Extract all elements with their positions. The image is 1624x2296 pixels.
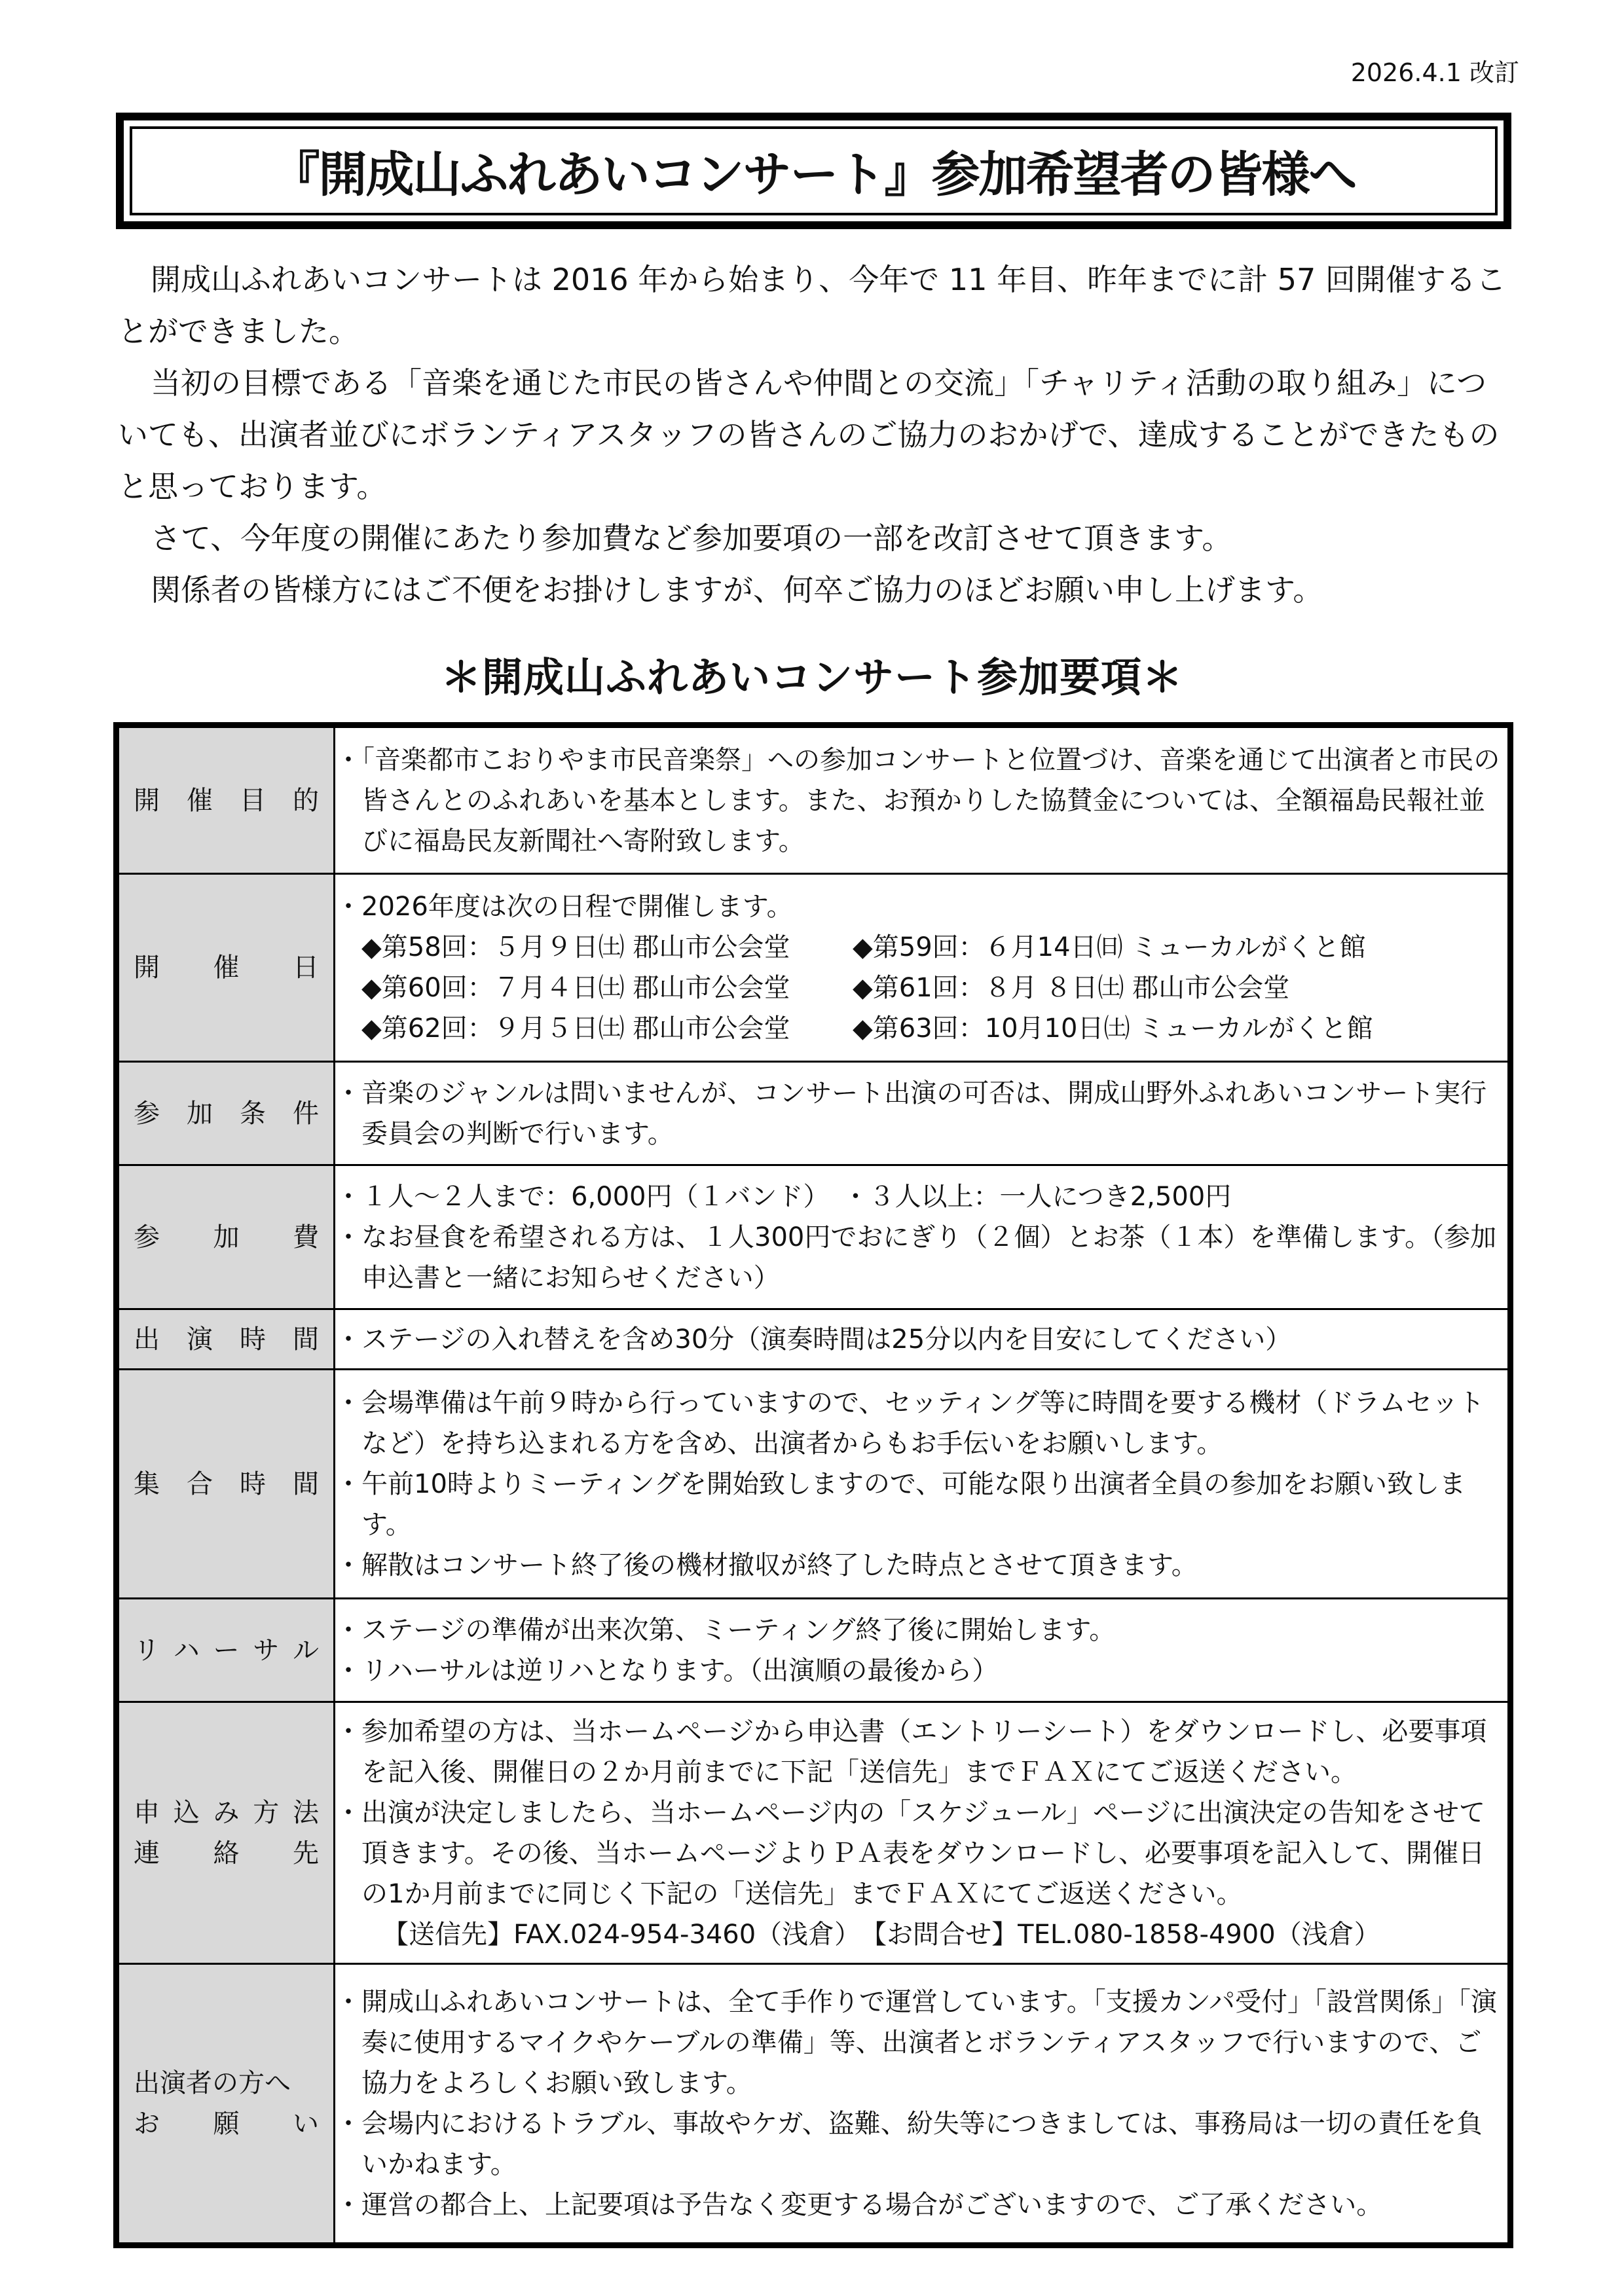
label-char: ル xyxy=(293,1635,319,1666)
label-char: 間 xyxy=(293,1468,319,1499)
label-char: 願 xyxy=(213,2109,240,2139)
list-item: ・開成山ふれあいコンサートは、全て手作りで運営しています。「支援カンパ受付」「設営関係」「演奏に使用するマイクやケーブルの準備」等、出演者とボランティアスタッフで行いますので、ご協力をよろしくお願い致します。 xyxy=(335,1987,1497,2098)
label-char: 時 xyxy=(240,1324,266,1355)
label-char: 合 xyxy=(187,1468,213,1499)
label-char: 催 xyxy=(187,785,213,816)
list-item: ・運営の都合上、上記要項は予告なく変更する場合がございますので、ご了承ください。 xyxy=(335,2190,1383,2220)
list-item: ・なお昼食を希望される方は、１人300円でおにぎり（２個）とお茶（１本）を準備します。（参加申込書と一緒にお知らせください） xyxy=(335,1222,1497,1293)
list-item: ・出演が決定しましたら、当ホームページ内の「スケジュール」ページに出演決定の告知をさせて頂きます。その後、当ホームページよりＰＡ表をダウンロードし、必要事項を記入して、開催日の1か月前までに同じく下記の「送信先」までＦＡＸにてご返送ください。 xyxy=(335,1797,1485,1909)
revision-date: 2026.4.1 改訂 xyxy=(1350,58,1519,87)
label-char: 条 xyxy=(240,1098,266,1129)
row-body-performance-time xyxy=(335,1309,1511,1370)
label-char: 出 xyxy=(134,1324,160,1355)
schedule-entry: ◆第59回：６月14日㈰ ミューカルがくと館 xyxy=(853,932,1366,962)
label-char: 演 xyxy=(187,1324,213,1355)
table-row-performance-time xyxy=(117,1309,1511,1370)
label-char: 開 xyxy=(134,785,160,816)
table-row-assembly-time xyxy=(117,1370,1511,1599)
label-char: 開 xyxy=(134,953,160,983)
row-body-fee xyxy=(335,1165,1511,1309)
label-char: 参 xyxy=(134,1098,160,1129)
list-item: ・解散はコンサート終了後の機材撤収が終了した時点とさせて頂きます。 xyxy=(335,1550,1198,1580)
label-char: 先 xyxy=(293,1838,319,1868)
label-char: い xyxy=(293,2109,319,2139)
row-body-application xyxy=(335,1702,1511,1964)
list-item: ・会場準備は午前９時から行っていますので、セッティング等に時間を要する機材（ドラムセットなど）を持ち込まれる方を含め、出演者からもお手伝いをお願いします。 xyxy=(335,1387,1485,1459)
label-char: リ xyxy=(134,1635,160,1666)
table-row-application xyxy=(117,1702,1511,1964)
label-char: 方 xyxy=(253,1797,280,1828)
label-char: ー xyxy=(213,1635,240,1666)
section-title: ＊開成山ふれあいコンサート参加要項＊ xyxy=(440,653,1183,701)
intro-paragraph: 関係者の皆様方にはご不便をお掛けしますが、何卒ご協力のほどお願い申し上げます。 xyxy=(151,572,1323,608)
row-body-requests xyxy=(335,1964,1511,2246)
label-char: 日 xyxy=(293,953,319,983)
intro-paragraph: 開成山ふれあいコンサートは 2016 年から始まり、今年で 11 年目、昨年までに計 57 回開催することができました。 xyxy=(118,262,1506,349)
row-label-conditions xyxy=(117,1062,335,1165)
label-char: 的 xyxy=(293,785,319,816)
list-item: ・会場内におけるトラブル、事故やケガ、盗難、紛失等につきましては、事務局は一切の責任を負いかねます。 xyxy=(335,2109,1483,2179)
title-frame xyxy=(116,113,1511,229)
list-item: ・１人～２人まで：6,000円（１バンド） ・３人以上：一人につき2,500円 xyxy=(335,1181,1232,1212)
schedule-entry: ◆第61回：８月 ８日㈯ 郡山市公会堂 xyxy=(853,973,1290,1003)
row-body-rehearsal xyxy=(335,1599,1511,1702)
label-char: 集 xyxy=(134,1468,160,1499)
row-label-rehearsal xyxy=(117,1599,335,1702)
list-item: ・音楽のジャンルは問いませんが、コンサート出演の可否は、開成山野外ふれあいコンサート実行委員会の判断で行います。 xyxy=(335,1078,1487,1149)
list-item: ・ステージの準備が出来次第、ミーティング終了後に開始します。 xyxy=(335,1614,1116,1645)
label-char: 絡 xyxy=(213,1838,240,1868)
label-char: ハ xyxy=(173,1635,200,1666)
table-row-fee xyxy=(117,1165,1511,1309)
label-char: 込 xyxy=(173,1797,200,1828)
row-label-purpose xyxy=(117,725,335,874)
list-item: ・午前10時よりミーティングを開始致しますので、可能な限り出演者全員の参加をお願い致します。 xyxy=(335,1468,1466,1540)
label-char: 加 xyxy=(213,1222,240,1252)
table-row-purpose xyxy=(117,725,1511,874)
row-label-assembly-time xyxy=(117,1370,335,1599)
schedule-entry: ◆第60回：７月４日㈯ 郡山市公会堂 xyxy=(361,973,790,1003)
label-char: 加 xyxy=(187,1098,213,1129)
schedule-entry: ◆第58回：５月９日㈯ 郡山市公会堂 xyxy=(361,932,790,962)
row-label-performance-time xyxy=(117,1309,335,1370)
requirements-table xyxy=(113,722,1513,2248)
schedule-line xyxy=(335,927,1507,968)
label-char: 催 xyxy=(213,953,240,983)
row-label-fee xyxy=(117,1165,335,1309)
label-char: 法 xyxy=(293,1797,319,1828)
intro-paragraph: さて、今年度の開催にあたり参加費など参加要項の一部を改訂させて頂きます。 xyxy=(151,520,1232,556)
list-item: ・リハーサルは逆リハとなります。（出演順の最後から） xyxy=(335,1655,999,1686)
table-row-requests xyxy=(117,1964,1511,2246)
row-body-dates xyxy=(335,874,1511,1062)
intro-paragraph: 当初の目標である「音楽を通じた市民の皆さんや仲間との交流」「チャリティ活動の取り組み」についても、出演者並びにボランティアスタッフの皆さんのご協力のおかげで、達成することができたものと思っております。 xyxy=(118,365,1500,504)
schedule-line xyxy=(335,1008,1507,1049)
label-char: サ xyxy=(253,1635,280,1666)
page-title: 『開成山ふれあいコンサート』参加希望者の皆様へ xyxy=(271,147,1356,203)
row-body-purpose xyxy=(335,725,1511,874)
contact-info: 【送信先】FAX.024-954-3460（浅倉） 【お問合せ】TEL.080-1858-4900（浅倉） xyxy=(382,1919,1380,1950)
table-row-dates xyxy=(117,874,1511,1062)
schedule-line xyxy=(335,968,1507,1008)
row-body-assembly-time xyxy=(335,1370,1511,1599)
list-item: ・2026年度は次の日程で開催します。 xyxy=(335,892,793,922)
list-item: ・「音楽都市こおりやま市民音楽祭」への参加コンサートと位置づけ、音楽を通じて出演者と市民の皆さんとのふれあいを基本とします。また、お預かりした協賛金については、全額福島民報社並びに福島民友新聞社へ寄附致します。 xyxy=(335,744,1500,856)
label-char: 連 xyxy=(134,1838,160,1868)
row-label-application xyxy=(117,1702,335,1964)
title-inner-frame xyxy=(130,126,1498,215)
row-body-conditions xyxy=(335,1062,1511,1165)
schedule-entry: ◆第63回：10月10日㈯ ミューカルがくと館 xyxy=(853,1013,1373,1044)
list-item: ・ステージの入れ替えを含め30分（演奏時間は25分以内を目安にしてください） xyxy=(335,1324,1292,1355)
label-char: 費 xyxy=(293,1222,319,1252)
schedule-entry: ◆第62回：９月５日㈯ 郡山市公会堂 xyxy=(361,1013,790,1044)
table-row-conditions xyxy=(117,1062,1511,1165)
label-char: 参 xyxy=(134,1222,160,1252)
table-row-rehearsal xyxy=(117,1599,1511,1702)
label-char: お xyxy=(134,2109,160,2139)
label-char: み xyxy=(213,1797,240,1828)
row-label-dates xyxy=(117,874,335,1062)
label-char: 時 xyxy=(240,1468,266,1499)
label-char: 申 xyxy=(134,1797,160,1828)
row-label-requests xyxy=(117,1964,335,2246)
intro-text xyxy=(118,254,1513,616)
label-char: 間 xyxy=(293,1324,319,1355)
label-line: 出演者の方へ xyxy=(134,2068,291,2098)
label-char: 目 xyxy=(240,785,266,816)
list-item: ・参加希望の方は、当ホームページから申込書（エントリーシート）をダウンロードし、必要事項を記入後、開催日の２か月前までに下記「送信先」までＦＡＸにてご返送ください。 xyxy=(335,1716,1487,1787)
label-char: 件 xyxy=(293,1098,319,1129)
